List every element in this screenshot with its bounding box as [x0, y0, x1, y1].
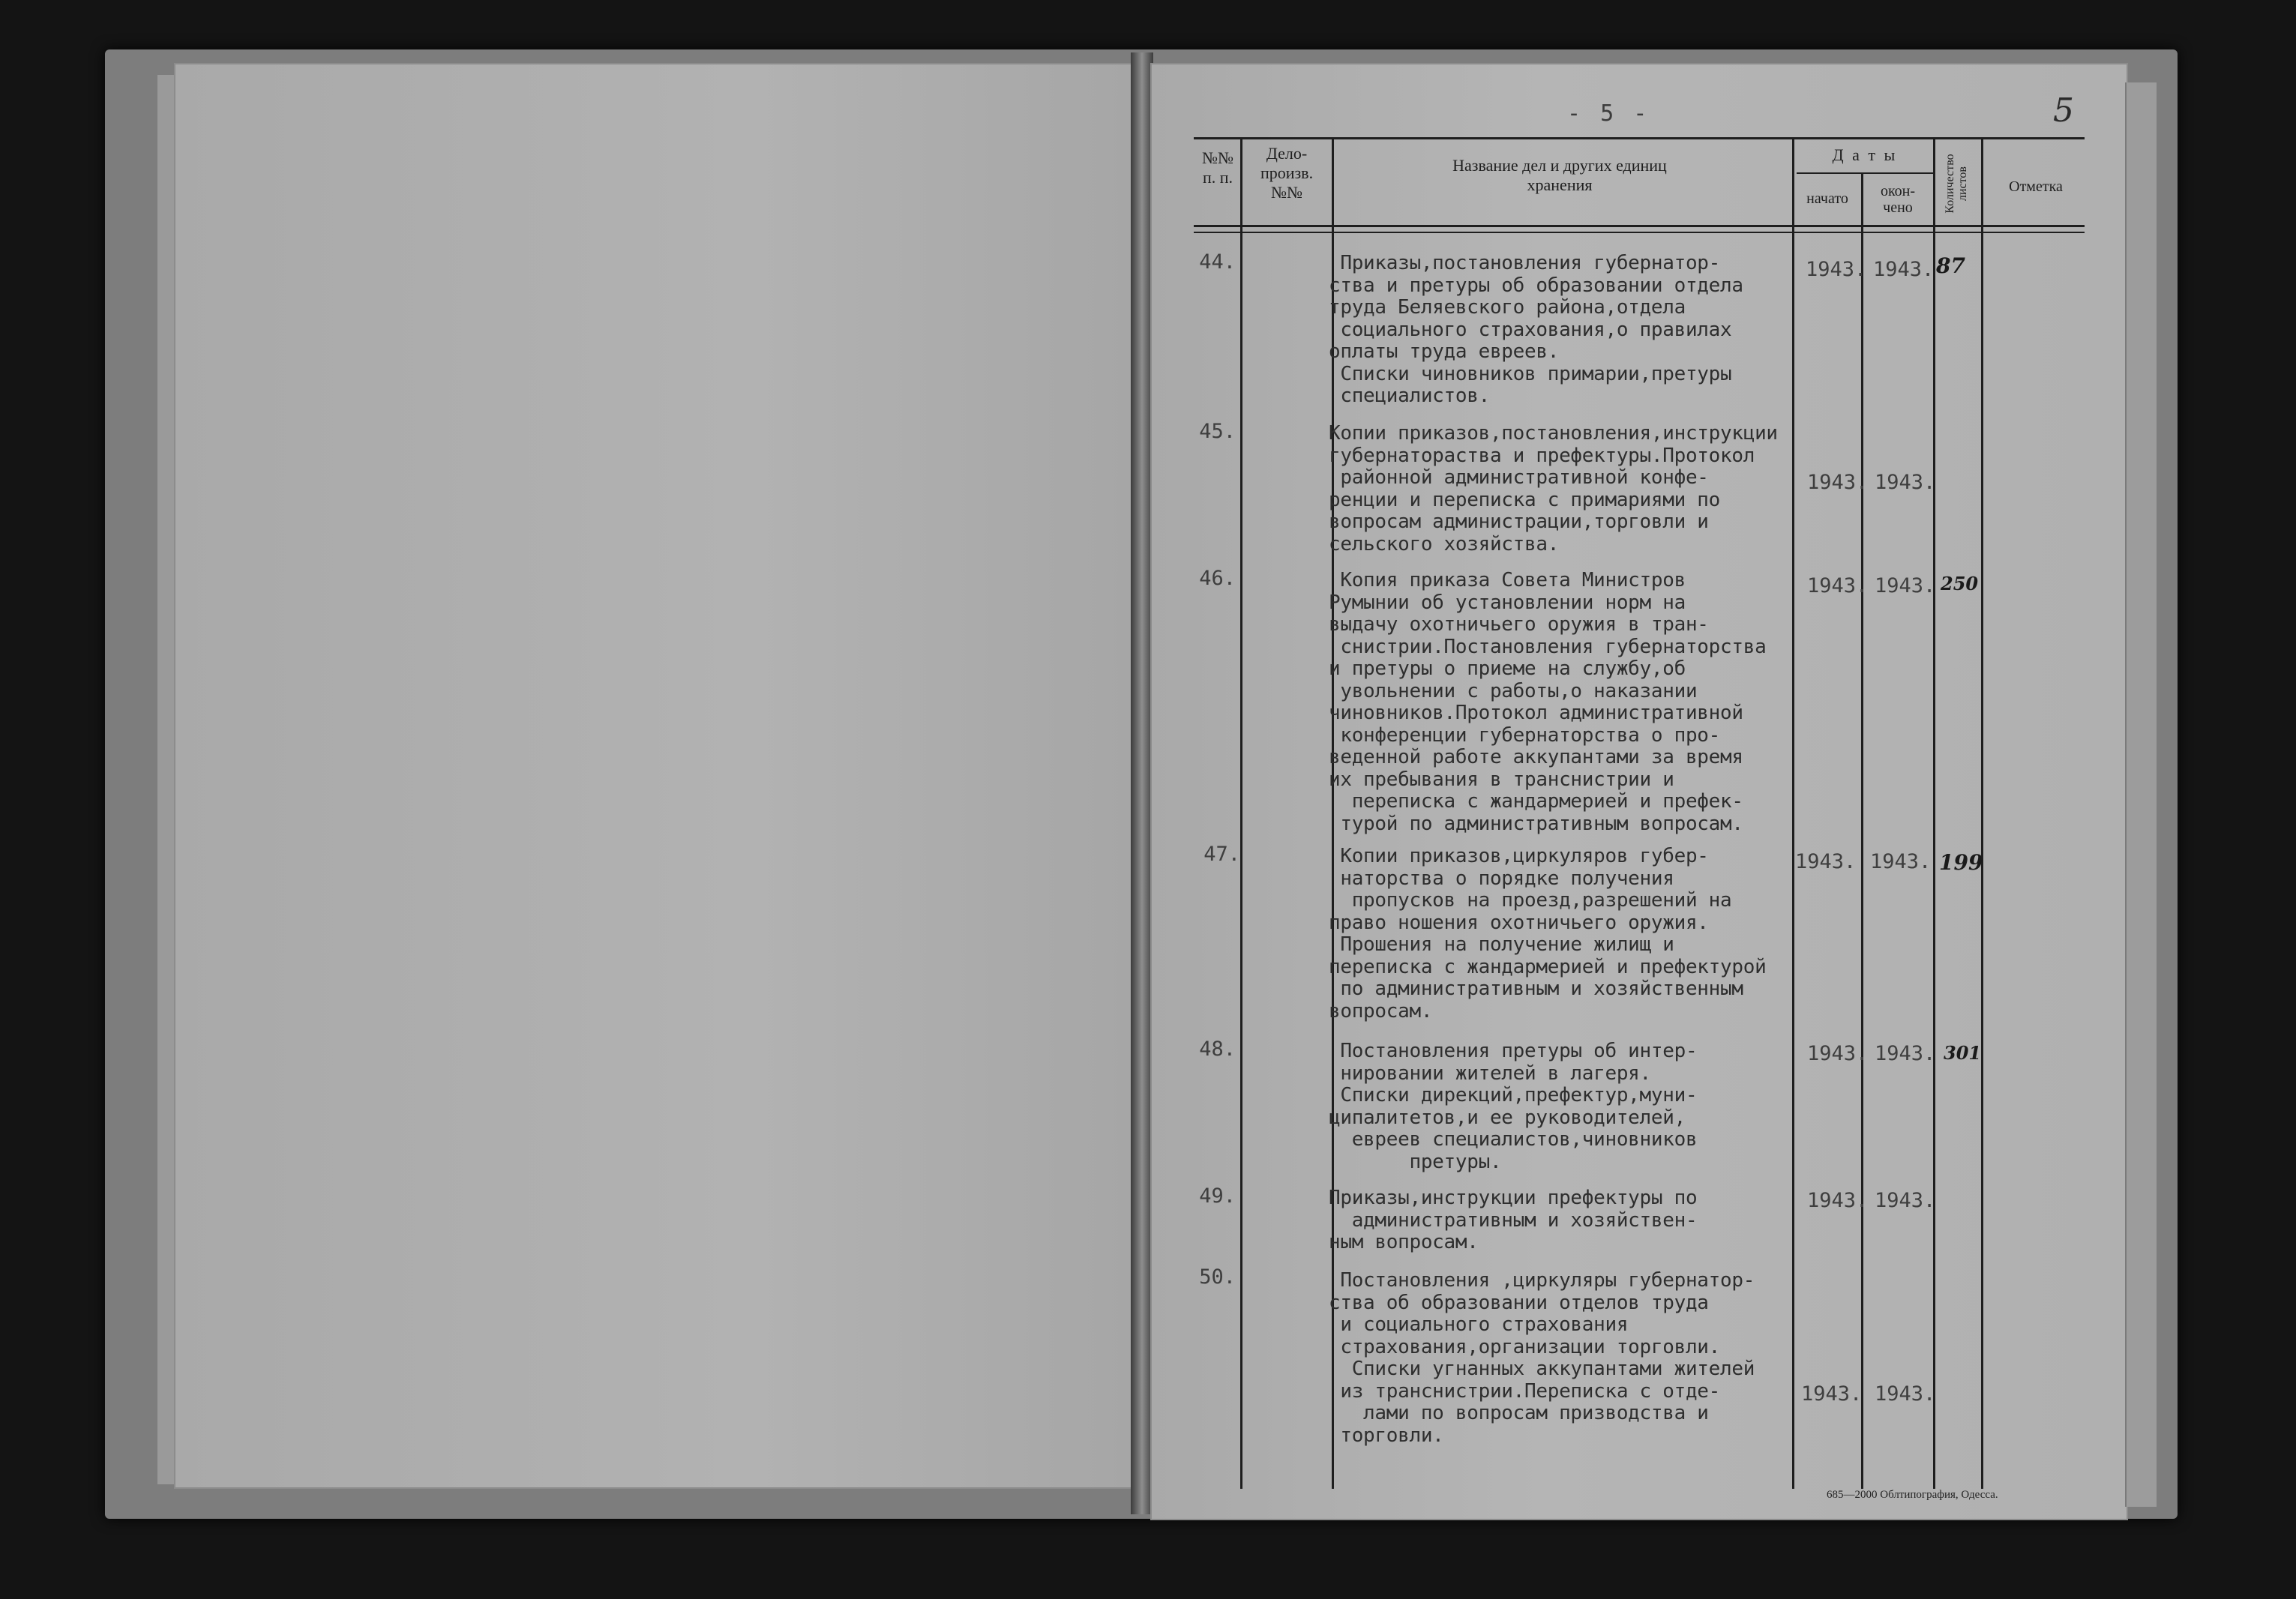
entry-number: 45.	[1199, 420, 1236, 443]
col-divider-num	[1240, 139, 1242, 1489]
handwritten-page-number: 5	[2053, 91, 2074, 130]
table-top-rule	[1194, 137, 2085, 139]
entry-title: Приказы,постановления губернатор- ства и претуры об образовании отдела труда Беляевского района,отдела социального страхования,о правилах оплаты труда евреев. Списки чиновников примарии,претуры специалистов.	[1329, 252, 1743, 407]
entry-sheet-count: 250	[1941, 573, 1979, 594]
entry-number: 50.	[1199, 1265, 1236, 1289]
entry-start-date: 1943.	[1795, 850, 1857, 873]
entry-sheet-count: 301	[1944, 1042, 1982, 1064]
typed-page-number: - 5 -	[1567, 100, 1650, 127]
right-page-edge	[2125, 82, 2157, 1507]
entry-sheet-count: 87	[1936, 253, 1965, 278]
header-num: №№ п. п.	[1202, 148, 1233, 187]
entry-title: Копия приказа Совета Министров Румынии об установлении норм на выдачу охотничьего оружия в тран- снистрии.Постановления губернаторства и претуры о приеме на службу,об увольнении с работы,о наказании чиновников.Протокол административной конференции губернаторства о про- веденной работе аккупантами за время их пребывания в транснистрии и переписка с жандармерией и префек- турой по административным вопросам.	[1329, 569, 1767, 835]
col-divider-end	[1933, 139, 1935, 1489]
entry-start-date: 1943.	[1807, 471, 1869, 494]
entry-end-date: 1943.	[1873, 258, 1935, 281]
entry-number: 49.	[1199, 1184, 1236, 1208]
dates-subheader-rule	[1797, 172, 1933, 174]
entry-title: Приказы,инструкции префектуры по административным и хозяйствен- ным вопросам.	[1329, 1187, 1698, 1253]
header-note: Отметка	[2009, 178, 2063, 195]
header-bottom-rule-2	[1194, 232, 2085, 233]
col-divider-sheets	[1981, 139, 1983, 1489]
entry-end-date: 1943.	[1870, 850, 1932, 873]
entry-title: Постановления претуры об интер- нировании жителей в лагеря. Списки дирекций,префектур,муни- ципалитетов,и ее руководителей, евреев специалистов,чиновников претуры.	[1329, 1040, 1698, 1173]
header-file: Дело- произв. №№	[1260, 144, 1314, 202]
entry-title: Копии приказов,постановления,инструкции губернатораства и префектуры.Протокол районной административной конфе- ренции и переписка с примариями по вопросам администрации,торговли и сельского хозяйства.	[1329, 422, 1778, 555]
header-bottom-rule	[1194, 225, 2085, 227]
entry-number: 44.	[1199, 250, 1236, 274]
entry-start-date: 1943.	[1807, 1189, 1869, 1212]
header-sheets: Количество листов	[1944, 154, 1969, 214]
entry-number: 48.	[1199, 1038, 1236, 1061]
entry-end-date: 1943.	[1875, 1382, 1936, 1406]
entry-end-date: 1943.	[1875, 471, 1936, 494]
left-page-blank	[174, 63, 1137, 1489]
header-dates: Д а т ы	[1832, 145, 1898, 164]
entry-end-date: 1943.	[1875, 1189, 1936, 1212]
entry-number: 46.	[1199, 567, 1236, 590]
entry-title: Копии приказов,циркуляров губер- наторства о порядке получения пропусков на проезд,разрешений на право ношения охотничьего оружия. Прошения на получение жилищ и переписка с жандармерией и префектурой по административным и хозяйственным вопросам.	[1329, 845, 1767, 1023]
entry-start-date: 1943.	[1807, 1042, 1869, 1065]
printer-imprint: 685—2000 Облтипография, Одесса.	[1827, 1489, 1998, 1501]
entry-sheet-count: 199	[1939, 850, 1983, 875]
entry-number: 47.	[1203, 843, 1240, 866]
entry-end-date: 1943.	[1875, 1042, 1936, 1065]
entry-end-date: 1943.	[1875, 574, 1936, 597]
entry-start-date: 1943.	[1806, 258, 1867, 281]
header-end: окон- чено	[1880, 183, 1916, 216]
entry-start-date: 1943.	[1801, 1382, 1863, 1406]
header-title: Название дел и других единиц хранения	[1452, 156, 1667, 194]
entry-start-date: 1943.	[1807, 574, 1869, 597]
entry-title: Постановления ,циркуляры губернатор- ства об образовании отделов труда и социального страхования страхования,организации торговли. Списки угнанных аккупантами жителей из транснистрии.Переписка с отде- лами по вопросам призводства и торговли.	[1329, 1269, 1755, 1447]
header-start: начато	[1806, 190, 1848, 207]
